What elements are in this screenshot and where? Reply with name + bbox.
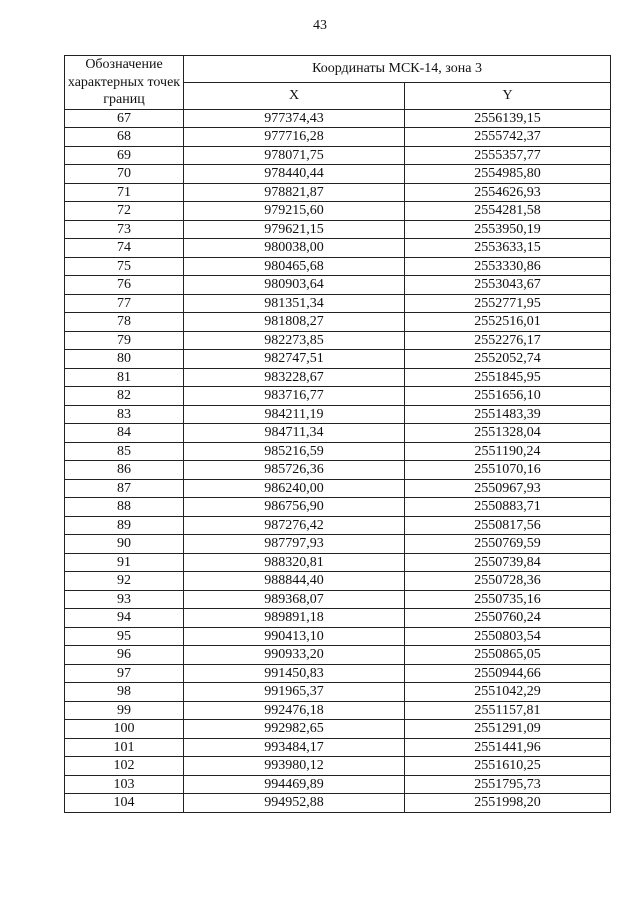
point-number-cell: 80 [65,350,184,369]
y-coordinate-cell: 2551441,96 [405,738,611,757]
y-coordinate-cell: 2552276,17 [405,331,611,350]
x-coordinate-cell: 977374,43 [184,109,405,128]
point-number-cell: 67 [65,109,184,128]
coordinates-group-header: Координаты МСК-14, зона 3 [184,56,611,83]
x-coordinate-cell: 978821,87 [184,183,405,202]
table-row [65,775,611,794]
table-row [65,368,611,387]
table-row [65,720,611,739]
x-coordinate-cell: 990933,20 [184,646,405,665]
point-number-cell: 103 [65,775,184,794]
y-coordinate-cell: 2553950,19 [405,220,611,239]
point-number-cell: 75 [65,257,184,276]
point-number-cell: 78 [65,313,184,332]
y-coordinate-cell: 2552052,74 [405,350,611,369]
table-body [65,109,611,812]
x-coordinate-cell: 992476,18 [184,701,405,720]
x-coordinate-cell: 990413,10 [184,627,405,646]
y-coordinate-cell: 2552516,01 [405,313,611,332]
table-row [65,146,611,165]
x-coordinate-cell: 993484,17 [184,738,405,757]
page-number: 43 [313,18,327,33]
table-row [65,535,611,554]
table-row [65,683,611,702]
x-coordinate-cell: 980038,00 [184,239,405,258]
y-column-header: Y [405,82,611,109]
table-row [65,479,611,498]
y-coordinate-cell: 2551328,04 [405,424,611,443]
point-number-cell: 104 [65,794,184,813]
x-coordinate-cell: 987797,93 [184,535,405,554]
point-number-cell: 97 [65,664,184,683]
point-number-cell: 84 [65,424,184,443]
point-number-cell: 94 [65,609,184,628]
point-number-cell: 68 [65,128,184,147]
y-coordinate-cell: 2554281,58 [405,202,611,221]
point-number-cell: 85 [65,442,184,461]
table-row [65,794,611,813]
point-number-cell: 90 [65,535,184,554]
y-coordinate-cell: 2550769,59 [405,535,611,554]
y-coordinate-cell: 2550760,24 [405,609,611,628]
table-row [65,239,611,258]
y-coordinate-cell: 2552771,95 [405,294,611,313]
point-number-cell: 83 [65,405,184,424]
y-coordinate-cell: 2550817,56 [405,516,611,535]
x-coordinate-cell: 982747,51 [184,350,405,369]
table-row [65,424,611,443]
point-number-cell: 77 [65,294,184,313]
x-coordinate-cell: 989891,18 [184,609,405,628]
point-number-cell: 76 [65,276,184,295]
y-coordinate-cell: 2551157,81 [405,701,611,720]
table-row [65,220,611,239]
point-number-cell: 96 [65,646,184,665]
point-number-cell: 98 [65,683,184,702]
table-row [65,331,611,350]
y-coordinate-cell: 2551190,24 [405,442,611,461]
table-row [65,609,611,628]
table-header [65,56,611,110]
x-coordinate-cell: 986240,00 [184,479,405,498]
y-coordinate-cell: 2551483,39 [405,405,611,424]
y-coordinate-cell: 2555742,37 [405,128,611,147]
y-coordinate-cell: 2556139,15 [405,109,611,128]
x-coordinate-cell: 989368,07 [184,590,405,609]
table-row [65,128,611,147]
x-coordinate-cell: 985216,59 [184,442,405,461]
table-row [65,313,611,332]
x-coordinate-cell: 988844,40 [184,572,405,591]
point-number-cell: 91 [65,553,184,572]
x-coordinate-cell: 978071,75 [184,146,405,165]
x-coordinate-cell: 982273,85 [184,331,405,350]
table-row [65,590,611,609]
y-coordinate-cell: 2551656,10 [405,387,611,406]
x-coordinate-cell: 988320,81 [184,553,405,572]
point-number-cell: 87 [65,479,184,498]
y-coordinate-cell: 2554985,80 [405,165,611,184]
y-coordinate-cell: 2551042,29 [405,683,611,702]
y-coordinate-cell: 2550865,05 [405,646,611,665]
x-coordinate-cell: 979621,15 [184,220,405,239]
y-coordinate-cell: 2550944,66 [405,664,611,683]
y-coordinate-cell: 2553043,67 [405,276,611,295]
point-number-cell: 102 [65,757,184,776]
point-label-header: Обозначение характерных точек границ [65,56,184,110]
table-row [65,498,611,517]
point-number-cell: 73 [65,220,184,239]
x-coordinate-cell: 984211,19 [184,405,405,424]
point-number-cell: 93 [65,590,184,609]
x-coordinate-cell: 991450,83 [184,664,405,683]
x-coordinate-cell: 986756,90 [184,498,405,517]
x-coordinate-cell: 980903,64 [184,276,405,295]
point-number-cell: 92 [65,572,184,591]
y-coordinate-cell: 2550967,93 [405,479,611,498]
point-number-cell: 95 [65,627,184,646]
point-number-cell: 101 [65,738,184,757]
table-row [65,294,611,313]
table-row [65,738,611,757]
x-coordinate-cell: 981351,34 [184,294,405,313]
x-coordinate-cell: 983716,77 [184,387,405,406]
x-coordinate-cell: 994469,89 [184,775,405,794]
x-column-header: X [184,82,405,109]
x-coordinate-cell: 994952,88 [184,794,405,813]
table-row [65,387,611,406]
table-row [65,553,611,572]
table-row [65,202,611,221]
table-row [65,350,611,369]
y-coordinate-cell: 2550883,71 [405,498,611,517]
point-number-cell: 100 [65,720,184,739]
table-row [65,257,611,276]
y-coordinate-cell: 2551845,95 [405,368,611,387]
table-row [65,109,611,128]
y-coordinate-cell: 2553330,86 [405,257,611,276]
point-number-cell: 71 [65,183,184,202]
table-row [65,442,611,461]
coordinates-table [64,55,611,813]
point-number-cell: 72 [65,202,184,221]
table-row [65,572,611,591]
table-row [65,461,611,480]
point-number-cell: 99 [65,701,184,720]
y-coordinate-cell: 2551998,20 [405,794,611,813]
table-row [65,516,611,535]
x-coordinate-cell: 980465,68 [184,257,405,276]
x-coordinate-cell: 984711,34 [184,424,405,443]
table-row [65,646,611,665]
y-coordinate-cell: 2553633,15 [405,239,611,258]
y-coordinate-cell: 2550735,16 [405,590,611,609]
y-coordinate-cell: 2550728,36 [405,572,611,591]
table-row [65,664,611,683]
x-coordinate-cell: 985726,36 [184,461,405,480]
table-row [65,757,611,776]
table-row [65,276,611,295]
point-number-cell: 82 [65,387,184,406]
point-number-cell: 74 [65,239,184,258]
x-coordinate-cell: 981808,27 [184,313,405,332]
point-number-cell: 86 [65,461,184,480]
y-coordinate-cell: 2551795,73 [405,775,611,794]
table-row [65,627,611,646]
point-number-cell: 89 [65,516,184,535]
y-coordinate-cell: 2550803,54 [405,627,611,646]
x-coordinate-cell: 977716,28 [184,128,405,147]
y-coordinate-cell: 2551291,09 [405,720,611,739]
x-coordinate-cell: 992982,65 [184,720,405,739]
y-coordinate-cell: 2554626,93 [405,183,611,202]
table-row [65,405,611,424]
y-coordinate-cell: 2551070,16 [405,461,611,480]
point-number-cell: 81 [65,368,184,387]
x-coordinate-cell: 993980,12 [184,757,405,776]
x-coordinate-cell: 978440,44 [184,165,405,184]
y-coordinate-cell: 2550739,84 [405,553,611,572]
point-number-cell: 88 [65,498,184,517]
point-number-cell: 69 [65,146,184,165]
x-coordinate-cell: 987276,42 [184,516,405,535]
table-row [65,701,611,720]
x-coordinate-cell: 983228,67 [184,368,405,387]
point-number-cell: 79 [65,331,184,350]
y-coordinate-cell: 2555357,77 [405,146,611,165]
table-row [65,165,611,184]
x-coordinate-cell: 979215,60 [184,202,405,221]
point-number-cell: 70 [65,165,184,184]
y-coordinate-cell: 2551610,25 [405,757,611,776]
x-coordinate-cell: 991965,37 [184,683,405,702]
table-row [65,183,611,202]
